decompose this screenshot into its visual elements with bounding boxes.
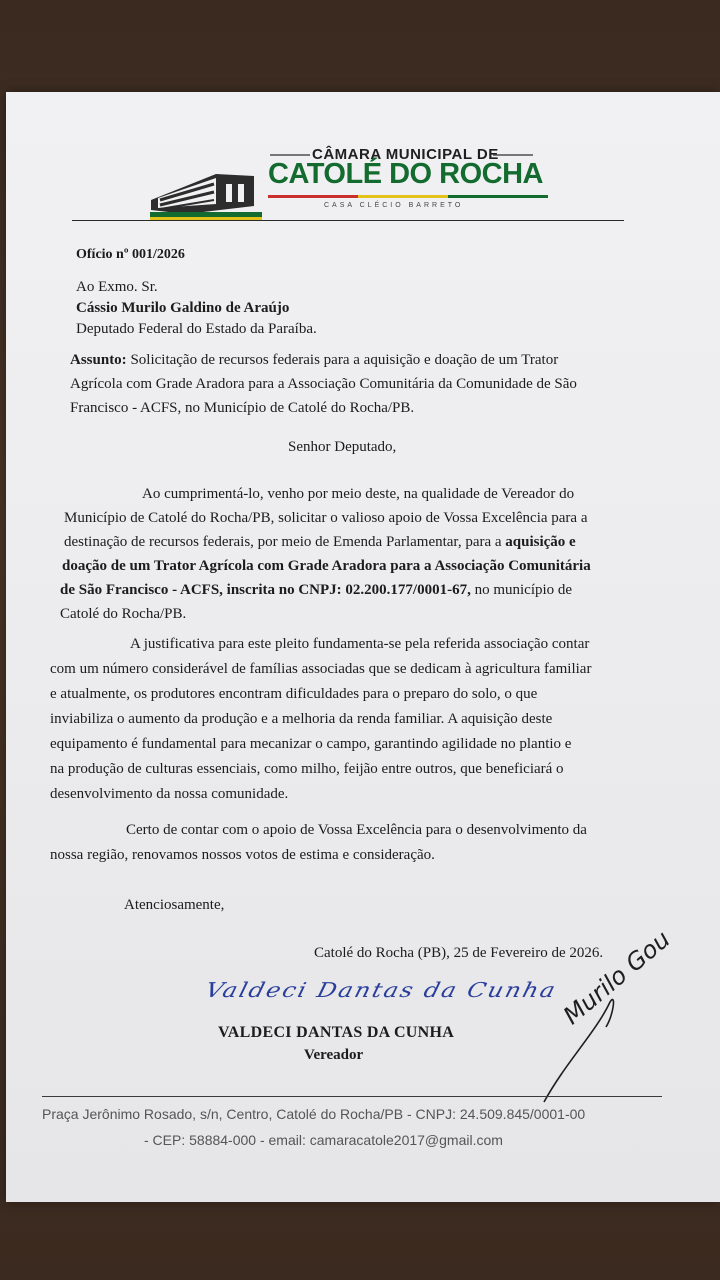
subject-label: Assunto:	[70, 352, 127, 368]
subject-text-1: Solicitação de recursos federais para a aquisição e doação de um Trator	[130, 352, 559, 368]
p1-line-5-plain: no município de	[470, 582, 573, 598]
p1-line-2: Município de Catolé do Rocha/PB, solicitar o valioso apoio de Vossa Excelência para a	[64, 510, 588, 526]
p2-line-3: e atualmente, os produtores encontram dificuldades para o preparo do solo, o que	[50, 686, 538, 702]
p3-line-1: Certo de contar com o apoio de Vossa Excelência para o desenvolvimento da	[126, 822, 587, 838]
p2-line-4: inviabiliza o aumento da produção e a melhoria da renda familiar. A aquisição deste	[50, 711, 553, 727]
subject-line-1	[70, 347, 558, 373]
footer-contact: - CEP: 58884-000 - email: camaracatole2017@gmail.com	[144, 1132, 503, 1148]
footer-rule	[42, 1096, 662, 1097]
letter-number: Ofício nº 001/2026	[76, 247, 185, 262]
p1-line-3-plain: destinação de recursos federais, por meio de Emenda Parlamentar, para a	[64, 534, 506, 550]
closing: Atenciosamente,	[124, 897, 225, 913]
subject-line-2: Agrícola com Grade Aradora para a Associação Comunitária da Comunidade de São	[70, 376, 577, 392]
p2-line-6: na produção de culturas essenciais, como milho, feijão entre outros, que beneficiará o	[50, 761, 564, 777]
recipient-name: Cássio Murilo Galdino de Araújo	[76, 300, 290, 316]
signer-name: VALDECI DANTAS DA CUNHA	[218, 1024, 455, 1041]
footer-address: Praça Jerônimo Rosado, s/n, Centro, Catolé do Rocha/PB - CNPJ: 24.509.845/0001-00	[42, 1106, 586, 1122]
place-date: Catolé do Rocha (PB), 25 de Fevereiro de 2026.	[314, 945, 604, 961]
p3-line-2: nossa região, renovamos nossos votos de estima e consideração.	[50, 847, 435, 863]
p1-line-3-bold: aquisição e	[505, 534, 576, 550]
p1-line-1: Ao cumprimentá-lo, venho por meio deste, na qualidade de Vereador do	[142, 486, 575, 502]
letterhead-subtitle: CASA CLÉCIO BARRETO	[324, 202, 464, 209]
p1-line-3	[64, 530, 576, 555]
p1-line-6: Catolé do Rocha/PB.	[60, 606, 187, 622]
header-rule	[72, 220, 624, 221]
subject-line-3: Francisco - ACFS, no Município de Catolé do Rocha/PB.	[70, 400, 415, 416]
handwritten-signature	[203, 978, 560, 1002]
p1-line-5	[60, 578, 572, 603]
p2-line-1: A justificativa para este pleito fundamenta-se pela referida associação contar	[130, 636, 590, 652]
p1-line-4: doação de um Trator Agrícola com Grade Aradora para a Associação Comunitária	[62, 558, 591, 574]
recipient-salutation: Ao Exmo. Sr.	[76, 279, 158, 295]
letter-page	[6, 92, 720, 1202]
letterhead-color-stripe	[268, 195, 548, 199]
p2-line-2: com um número considerável de famílias associadas que se dedicam à agricultura familiar	[50, 661, 592, 677]
letterhead-title-top: CÂMARA MUNICIPAL DE	[312, 146, 499, 163]
p2-line-5: equipamento é fundamental para mecanizar o campo, garantindo agilidade no plantio e	[50, 736, 572, 752]
chamber-building-logo-icon	[146, 154, 266, 224]
letterhead-title-main: CATOLÉ DO ROCHA	[268, 158, 543, 190]
handwritten-signature-text: Valdeci Dantas da Cunha	[203, 978, 560, 1002]
greeting: Senhor Deputado,	[288, 439, 397, 455]
p2-line-7: desenvolvimento da nossa comunidade.	[50, 786, 289, 802]
recipient-role: Deputado Federal do Estado da Paraíba.	[76, 321, 317, 337]
signer-role: Vereador	[304, 1047, 364, 1063]
p1-line-5-bold: de São Francisco - ACFS, inscrita no CNPJ: 02.200.177/0001-67,	[60, 582, 471, 598]
receipt-scrawl-text: Murilo Gou	[558, 925, 676, 1030]
